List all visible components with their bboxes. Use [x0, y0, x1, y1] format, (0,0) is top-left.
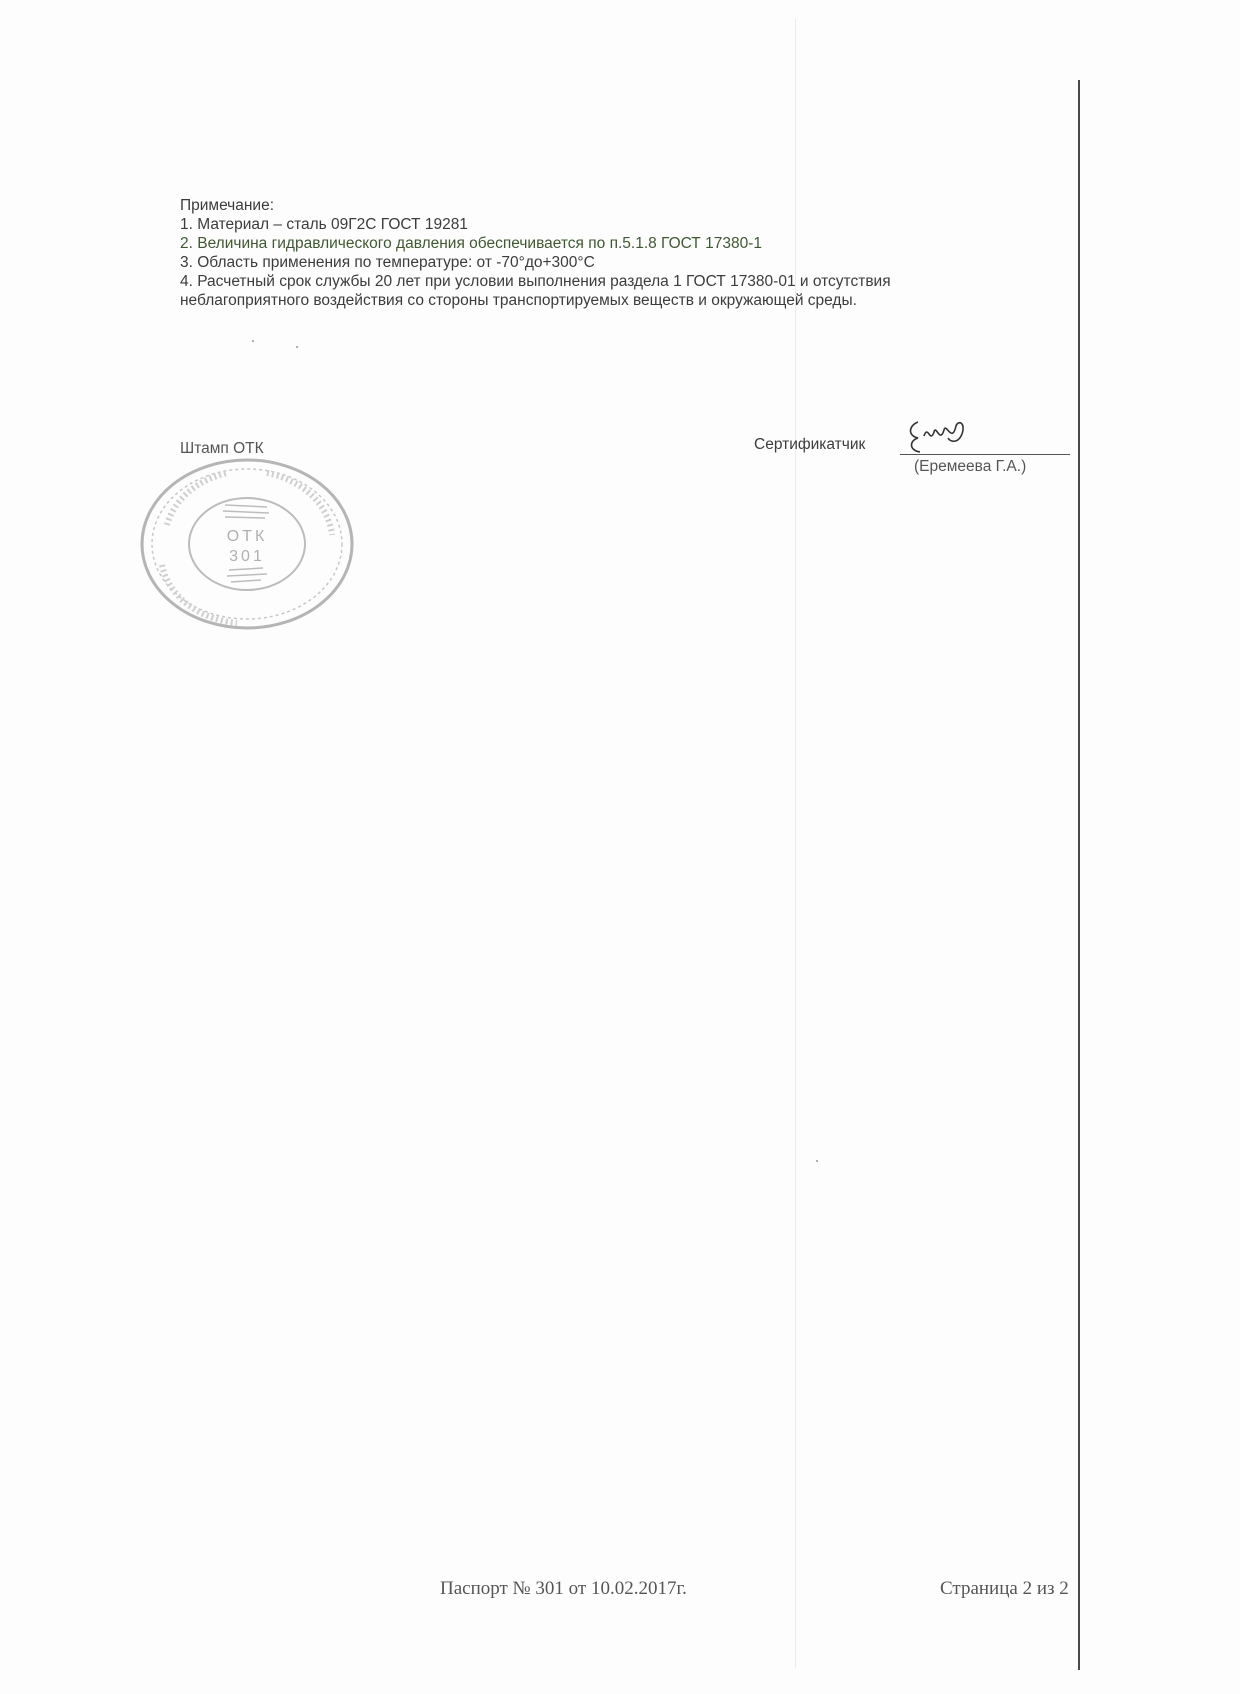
note-item-4-continued: неблагоприятного воздействия со стороны транспортируемых веществ и окружающей среды. — [180, 292, 857, 309]
certifier-label: Сертификатчик — [754, 436, 866, 453]
scan-speck — [296, 346, 298, 348]
footer-page-number: Страница 2 из 2 — [940, 1578, 1069, 1599]
stamp-inner-top: ОТК — [226, 528, 268, 545]
note-item-3: 3. Область применения по температуре: от -70°до+300°С — [180, 254, 595, 271]
scan-speck — [816, 1160, 818, 1162]
notes-section — [180, 196, 1100, 310]
note-item-1: 1. Материал – сталь 09Г2С ГОСТ 19281 — [180, 216, 468, 233]
notes-heading: Примечание: — [180, 197, 275, 214]
signature-line — [900, 454, 1070, 455]
scan-speck — [252, 340, 254, 342]
note-item-4: 4. Расчетный срок службы 20 лет при условии выполнения раздела 1 ГОСТ 17380-01 и отсутствия — [180, 273, 891, 290]
margin-rule — [1078, 80, 1080, 1670]
stamp-inner-bottom: 301 — [229, 548, 265, 565]
note-item-2: 2. Величина гидравлического давления обеспечивается по п.5.1.8 ГОСТ 17380-1 — [180, 235, 762, 252]
footer-passport-number: Паспорт № 301 от 10.02.2017г. — [440, 1578, 687, 1599]
otk-stamp-seal — [137, 455, 357, 633]
stamp-label: Штамп ОТК — [180, 440, 264, 457]
certifier-name: (Еремеева Г.А.) — [914, 458, 1027, 475]
